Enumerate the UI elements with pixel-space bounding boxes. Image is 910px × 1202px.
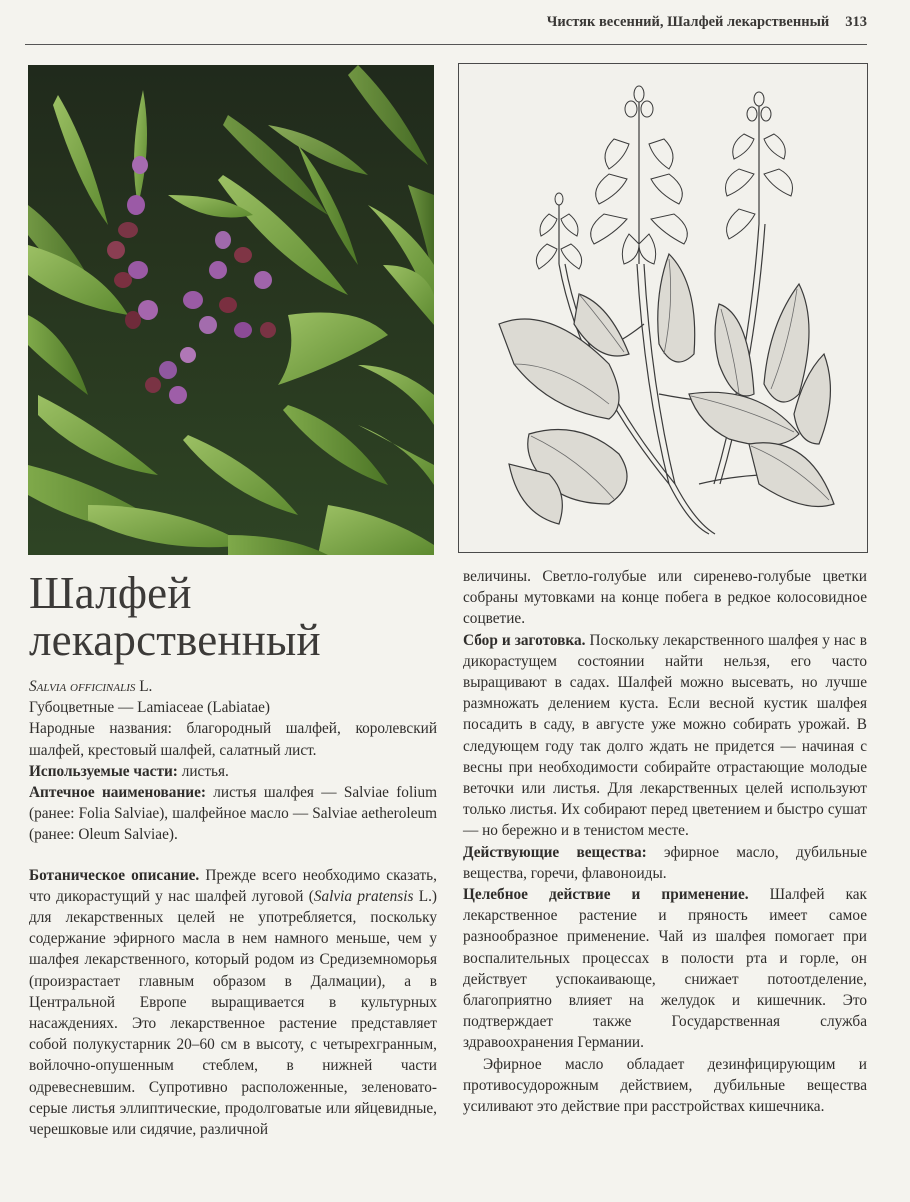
- used-parts-label: Используемые части:: [29, 762, 178, 780]
- page-number: 313: [845, 14, 867, 30]
- left-column: [29, 570, 437, 1140]
- harvest-section: [463, 630, 867, 842]
- latin-name-text: Salvia officinalis: [29, 678, 136, 695]
- pharmacy-name: [29, 782, 437, 846]
- pharmacy-name-value: листья шалфея — Salviae folium (ранее: Folia Salviae), шалфейное масло — Salviae aetheroleum (ранее: Oleum Salviae).: [29, 784, 437, 844]
- spacer: [29, 846, 437, 865]
- header-rule: [25, 44, 867, 45]
- botany-continued: величины. Светло-голубые или сиренево-голубые цветки собраны мутовками на конце побега в редкое колосовидное соцветие.: [463, 568, 867, 628]
- pharmacy-name-label: Аптечное наименование:: [29, 784, 206, 802]
- effect-label: Целебное действие и применение.: [463, 886, 749, 904]
- right-column: [463, 566, 867, 1117]
- sage-photo: [28, 65, 434, 555]
- used-parts-value: листья.: [177, 762, 229, 780]
- active-substances: [463, 842, 867, 884]
- active-text: эфирное масло, дубильные вещества, горечи, флавоноиды.: [463, 843, 867, 882]
- folk-names: Народные названия: благородный шалфей, королевский шалфей, крестовый шалфей, салатный лист.: [29, 720, 437, 759]
- healing-effect: [463, 884, 867, 1054]
- title-line-2: лекарственный: [29, 615, 321, 665]
- running-head: [547, 14, 867, 31]
- botanical-description: [29, 865, 437, 1141]
- sage-botanical-illustration: [458, 63, 868, 553]
- botany-latin: Salvia pratensis: [313, 887, 414, 905]
- harvest-text: Поскольку лекарственного шалфея у нас в дикорастущем состоянии найти нельзя, его часто выращивают в садах. Шалфей можно высевать, но лучше размножать делением куста. Если весной кустик шалфея посадить в саду, в августе уже можно собирать урожай. В следующем году так долго ждать не придется — начиная с весны при необходимости собирайте отрастающие молодые веточки или листья. Для лекарственных целей используют только листья. Их собирают перед цветением и быстро сушат — но бережно и в тенистом месте.: [463, 631, 867, 840]
- used-parts: [29, 761, 437, 782]
- sage-photo-image: [28, 65, 434, 555]
- essential-oil-paragraph: Эфирное масло обладает дезинфицирующим и противосудорожным действием, дубильные вещества усиливают это действие при расстройствах кишечника.: [463, 1055, 867, 1116]
- harvest-label: Сбор и заготовка.: [463, 631, 586, 649]
- active-label: Действующие вещества:: [463, 843, 647, 861]
- botany-text-a: Прежде всего необходимо сказать, что дикорастущий у нас шалфей луговой (: [29, 866, 437, 905]
- family: Губоцветные — Lamiaceae (Labiatae): [29, 699, 271, 717]
- page-header: [25, 10, 867, 40]
- botany-text-b: L.) для лекарственных целей не употребляется, поскольку содержание эфирного масла в нем намного меньше, чем у шалфея лекарственного, который родом из Средиземноморья (произрастает главным образом в Далмации), а в Центральной Европе выращивается в культурных насаждениях. Это лекарственное растение представляет собой полукустарник 20–60 см в высоту, с четырехгранным, войлочно-опушенным стеблем, в нижней части одревесневшим. Супротивно расположенные, зеленовато-серые листья эллиптические, продолговатые или яйцевидные, черешковые или сидячие, различной: [29, 887, 438, 1139]
- title-line-1: Шалфей: [29, 568, 192, 618]
- sage-drawing: [459, 64, 866, 551]
- botany-label: Ботаническое описание.: [29, 866, 200, 884]
- article-title: [29, 570, 437, 664]
- running-title: Чистяк весенний, Шалфей лекарственный: [546, 14, 830, 30]
- latin-author: L.: [135, 678, 153, 695]
- effect-text: Шалфей как лекарственное растение и пряность имеет самое разнообразное применение. Чай из шалфея помогает при воспалительных процессах в полости рта и горле, он действует успокаивающе, снижает потоотделение, благоприятно влияет на желудок и кишечник. Это подтверждает также Государственная служба здравоохранения Германии.: [463, 886, 867, 1052]
- latin-name: [29, 676, 437, 697]
